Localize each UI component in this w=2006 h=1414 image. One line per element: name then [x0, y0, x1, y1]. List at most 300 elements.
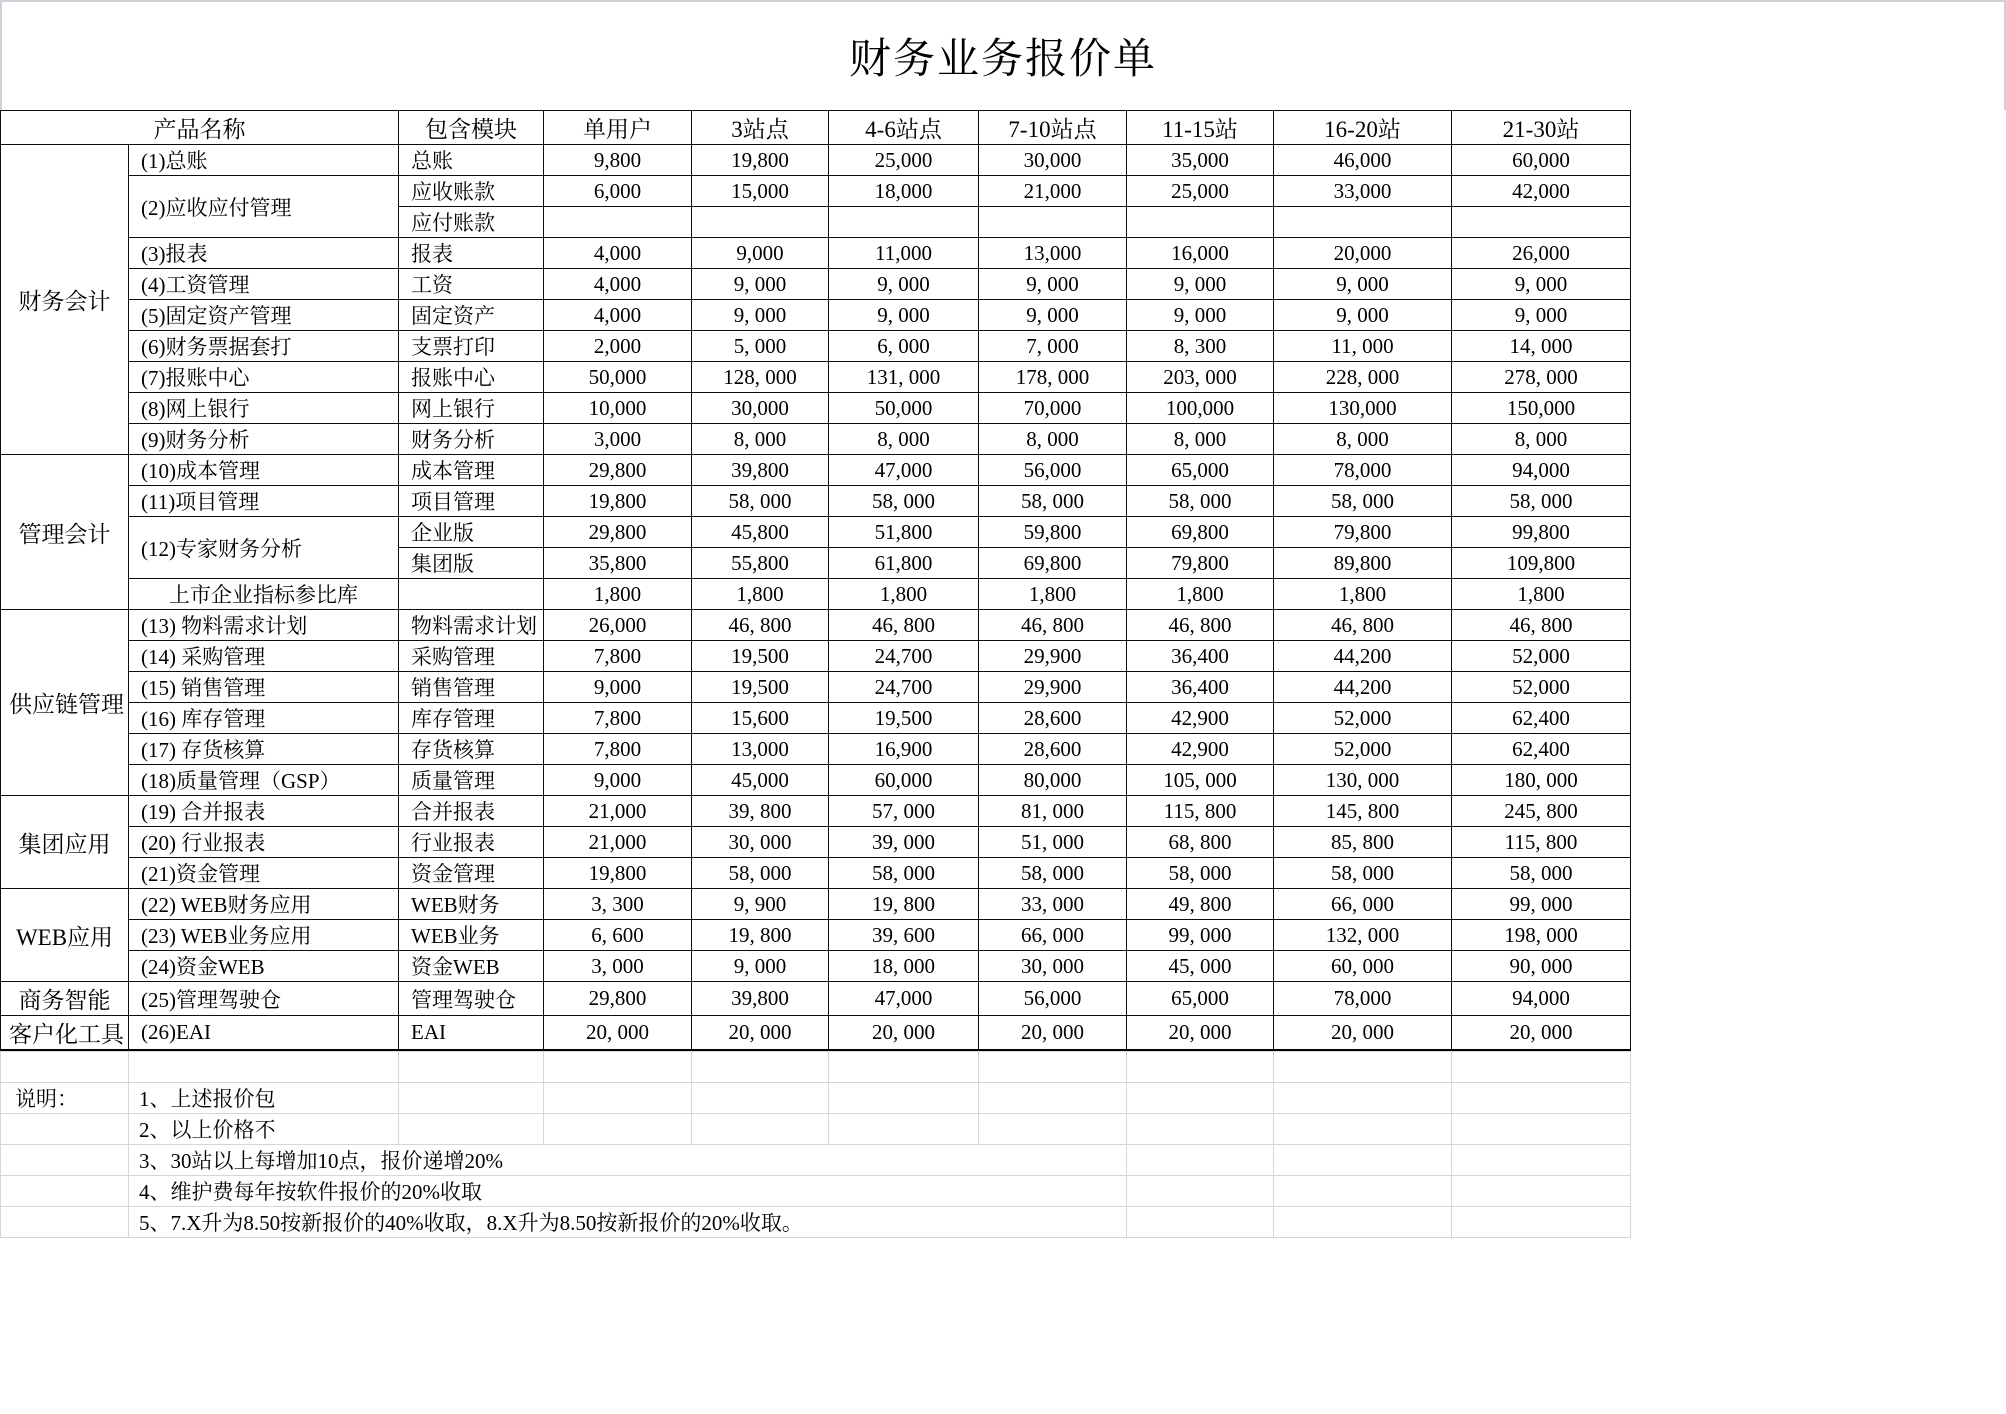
row-spacer — [1631, 176, 2006, 207]
price-cell: 30,000 — [979, 145, 1127, 176]
page-title: 财务业务报价单 — [848, 34, 1157, 83]
table-row — [1, 486, 2006, 517]
blank-cell — [692, 1052, 829, 1083]
price-cell: 1,800 — [979, 579, 1127, 610]
row-spacer — [1631, 207, 2006, 238]
product-name-cell: (15) 销售管理 — [129, 672, 399, 703]
price-cell: 69,800 — [979, 548, 1127, 579]
row-spacer — [1631, 610, 2006, 641]
row-spacer — [1631, 238, 2006, 269]
price-cell: 94,000 — [1452, 455, 1631, 486]
blank-cell — [829, 1052, 979, 1083]
module-cell: 集团版 — [399, 548, 544, 579]
price-cell: 46, 800 — [829, 610, 979, 641]
price-cell: 130,000 — [1274, 393, 1452, 424]
row-spacer — [1631, 1016, 2006, 1051]
blank-cell — [1452, 1083, 1631, 1114]
price-cell: 39,800 — [692, 455, 829, 486]
price-cell — [829, 207, 979, 238]
category-cell: 商务智能 — [1, 982, 129, 1016]
price-cell: 46,000 — [1274, 145, 1452, 176]
row-spacer — [1631, 579, 2006, 610]
product-name-cell: (19) 合并报表 — [129, 796, 399, 827]
blank-cell — [829, 1114, 979, 1145]
price-cell: 58, 000 — [1274, 858, 1452, 889]
blank-cell — [1631, 1083, 2006, 1114]
module-cell: EAI — [399, 1016, 544, 1051]
blank-cell — [692, 1083, 829, 1114]
price-cell: 24,700 — [829, 672, 979, 703]
column-header-product-name: 产品名称 — [1, 111, 399, 145]
price-cell: 28,600 — [979, 734, 1127, 765]
product-name-cell: 上市企业指标参比库 — [129, 579, 399, 610]
table-row — [1, 951, 2006, 982]
row-spacer — [1631, 393, 2006, 424]
table-row — [1, 300, 2006, 331]
table-row — [1, 362, 2006, 393]
column-header-8: 21-30站 — [1452, 111, 1631, 145]
blank-cell — [1274, 1207, 1452, 1238]
blank-cell — [1274, 1052, 1452, 1083]
module-cell: 工资 — [399, 269, 544, 300]
price-cell: 79,800 — [1127, 548, 1274, 579]
price-cell: 203, 000 — [1127, 362, 1274, 393]
price-cell: 9,800 — [544, 145, 692, 176]
price-cell: 228, 000 — [1274, 362, 1452, 393]
price-cell: 29,800 — [544, 455, 692, 486]
row-spacer — [1631, 920, 2006, 951]
price-cell: 13,000 — [979, 238, 1127, 269]
product-name-cell: (1)总账 — [129, 145, 399, 176]
blank-cell — [544, 1083, 692, 1114]
module-cell — [399, 579, 544, 610]
price-cell: 9,000 — [692, 238, 829, 269]
price-cell: 20, 000 — [1127, 1016, 1274, 1051]
product-name-cell: (12)专家财务分析 — [129, 517, 399, 579]
price-cell: 35,000 — [1127, 145, 1274, 176]
price-cell: 16,000 — [1127, 238, 1274, 269]
blank-cell — [399, 1114, 544, 1145]
price-cell: 60,000 — [1452, 145, 1631, 176]
price-cell: 131, 000 — [829, 362, 979, 393]
price-cell: 11, 000 — [1274, 331, 1452, 362]
notes-table — [0, 1051, 2006, 1238]
row-spacer — [1631, 765, 2006, 796]
price-cell: 20, 000 — [1452, 1016, 1631, 1051]
price-cell: 60,000 — [829, 765, 979, 796]
price-cell: 19,800 — [544, 486, 692, 517]
category-cell: 集团应用 — [1, 796, 129, 889]
price-cell: 18,000 — [829, 176, 979, 207]
price-cell: 11,000 — [829, 238, 979, 269]
note-text: 4、维护费每年按软件报价的20%收取 — [129, 1176, 1127, 1207]
price-cell: 245, 800 — [1452, 796, 1631, 827]
price-cell: 78,000 — [1274, 455, 1452, 486]
price-cell: 78,000 — [1274, 982, 1452, 1016]
product-name-cell: (22) WEB财务应用 — [129, 889, 399, 920]
category-cell: 财务会计 — [1, 145, 129, 455]
price-cell: 3, 300 — [544, 889, 692, 920]
price-cell: 58, 000 — [1127, 486, 1274, 517]
product-name-cell: (13) 物料需求计划 — [129, 610, 399, 641]
module-cell: 销售管理 — [399, 672, 544, 703]
price-cell: 80,000 — [979, 765, 1127, 796]
row-spacer — [1631, 734, 2006, 765]
table-row — [1, 610, 2006, 641]
price-cell: 46, 800 — [692, 610, 829, 641]
price-cell — [692, 207, 829, 238]
table-row — [1, 238, 2006, 269]
price-cell: 8, 000 — [1274, 424, 1452, 455]
module-cell: 管理驾驶仓 — [399, 982, 544, 1016]
product-name-cell: (21)资金管理 — [129, 858, 399, 889]
note-text: 5、7.X升为8.50按新报价的40%收取，8.X升为8.50按新报价的20%收取。 — [129, 1207, 1127, 1238]
row-spacer — [1631, 641, 2006, 672]
price-cell: 9, 000 — [1127, 300, 1274, 331]
price-cell: 3,000 — [544, 424, 692, 455]
price-cell: 1,800 — [1274, 579, 1452, 610]
module-cell: 行业报表 — [399, 827, 544, 858]
row-spacer — [1631, 300, 2006, 331]
blank-cell — [1, 1176, 129, 1207]
price-cell: 79,800 — [1274, 517, 1452, 548]
table-row — [1, 455, 2006, 486]
module-cell: 存货核算 — [399, 734, 544, 765]
price-cell: 10,000 — [544, 393, 692, 424]
price-cell: 9, 000 — [829, 300, 979, 331]
blank-cell — [1274, 1176, 1452, 1207]
note-text: 1、上述报价包 — [129, 1083, 399, 1114]
price-cell: 8, 000 — [1127, 424, 1274, 455]
price-cell: 99,800 — [1452, 517, 1631, 548]
category-cell: 供应链管理 — [1, 610, 129, 796]
note-row — [1, 1207, 2006, 1238]
table-row — [1, 1016, 2006, 1051]
blank-cell — [1127, 1083, 1274, 1114]
price-cell: 39, 600 — [829, 920, 979, 951]
product-name-cell: (9)财务分析 — [129, 424, 399, 455]
blank-cell — [979, 1114, 1127, 1145]
table-row — [1, 765, 2006, 796]
row-spacer — [1631, 703, 2006, 734]
price-cell: 19, 800 — [829, 889, 979, 920]
price-cell: 2,000 — [544, 331, 692, 362]
price-cell: 66, 000 — [979, 920, 1127, 951]
row-spacer — [1631, 455, 2006, 486]
module-cell: 总账 — [399, 145, 544, 176]
column-header-1: 包含模块 — [399, 111, 544, 145]
price-cell: 99, 000 — [1452, 889, 1631, 920]
price-cell — [544, 207, 692, 238]
price-cell: 6, 600 — [544, 920, 692, 951]
price-cell: 29,900 — [979, 672, 1127, 703]
price-cell: 55,800 — [692, 548, 829, 579]
price-cell: 25,000 — [829, 145, 979, 176]
price-cell: 20,000 — [1274, 238, 1452, 269]
product-name-cell: (24)资金WEB — [129, 951, 399, 982]
price-cell: 4,000 — [544, 269, 692, 300]
table-row — [1, 796, 2006, 827]
price-cell: 8, 000 — [1452, 424, 1631, 455]
price-cell: 21,000 — [979, 176, 1127, 207]
column-header-4: 4-6站点 — [829, 111, 979, 145]
product-name-cell: (8)网上银行 — [129, 393, 399, 424]
blank-cell — [1452, 1114, 1631, 1145]
product-name-cell: (20) 行业报表 — [129, 827, 399, 858]
module-cell: 资金WEB — [399, 951, 544, 982]
blank-cell — [692, 1114, 829, 1145]
price-cell: 180, 000 — [1452, 765, 1631, 796]
price-cell: 4,000 — [544, 300, 692, 331]
price-cell: 85, 800 — [1274, 827, 1452, 858]
table-row — [1, 827, 2006, 858]
price-cell: 42,900 — [1127, 703, 1274, 734]
product-name-cell: (2)应收应付管理 — [129, 176, 399, 238]
price-cell: 36,400 — [1127, 672, 1274, 703]
price-cell: 42,000 — [1452, 176, 1631, 207]
price-cell: 58, 000 — [829, 858, 979, 889]
row-spacer — [1631, 548, 2006, 579]
module-cell: 应收账款 — [399, 176, 544, 207]
price-cell: 65,000 — [1127, 982, 1274, 1016]
price-cell: 52,000 — [1274, 734, 1452, 765]
price-cell: 47,000 — [829, 982, 979, 1016]
price-cell: 9, 000 — [979, 300, 1127, 331]
price-cell: 45, 000 — [1127, 951, 1274, 982]
price-cell: 26,000 — [1452, 238, 1631, 269]
row-spacer — [1631, 362, 2006, 393]
price-cell: 30,000 — [692, 393, 829, 424]
price-cell: 62,400 — [1452, 734, 1631, 765]
blank-cell — [1274, 1114, 1452, 1145]
module-cell: WEB财务 — [399, 889, 544, 920]
price-cell: 46, 800 — [979, 610, 1127, 641]
price-cell: 9, 000 — [829, 269, 979, 300]
price-cell: 35,800 — [544, 548, 692, 579]
price-cell: 99, 000 — [1127, 920, 1274, 951]
price-cell: 58, 000 — [1452, 486, 1631, 517]
price-cell: 24,700 — [829, 641, 979, 672]
price-cell: 15,000 — [692, 176, 829, 207]
title-band — [0, 0, 2006, 110]
price-cell: 45,000 — [692, 765, 829, 796]
price-cell: 58, 000 — [1452, 858, 1631, 889]
row-spacer — [1631, 331, 2006, 362]
price-cell: 29,900 — [979, 641, 1127, 672]
price-cell: 50,000 — [829, 393, 979, 424]
price-cell: 58, 000 — [1274, 486, 1452, 517]
row-spacer — [1631, 517, 2006, 548]
price-cell: 9, 000 — [692, 269, 829, 300]
product-name-cell: (23) WEB业务应用 — [129, 920, 399, 951]
price-cell: 58, 000 — [692, 858, 829, 889]
table-row — [1, 920, 2006, 951]
module-cell: 采购管理 — [399, 641, 544, 672]
table-row — [1, 145, 2006, 176]
table-row — [1, 269, 2006, 300]
module-cell: 固定资产 — [399, 300, 544, 331]
price-cell: 30, 000 — [979, 951, 1127, 982]
price-cell: 44,200 — [1274, 641, 1452, 672]
table-row — [1, 641, 2006, 672]
price-cell: 8, 000 — [829, 424, 979, 455]
price-cell: 90, 000 — [1452, 951, 1631, 982]
blank-cell — [129, 1052, 399, 1083]
blank-cell — [1452, 1207, 1631, 1238]
price-cell: 8, 000 — [692, 424, 829, 455]
price-cell: 7, 000 — [979, 331, 1127, 362]
column-header-7: 16-20站 — [1274, 111, 1452, 145]
blank-cell — [399, 1052, 544, 1083]
price-cell: 39, 800 — [692, 796, 829, 827]
price-cell: 9, 000 — [1274, 300, 1452, 331]
price-cell: 26,000 — [544, 610, 692, 641]
blank-cell — [1, 1145, 129, 1176]
table-row — [1, 517, 2006, 548]
price-cell: 58, 000 — [1127, 858, 1274, 889]
row-spacer — [1631, 858, 2006, 889]
module-cell: WEB业务 — [399, 920, 544, 951]
column-header-5: 7-10站点 — [979, 111, 1127, 145]
blank-cell — [979, 1083, 1127, 1114]
price-cell: 47,000 — [829, 455, 979, 486]
price-cell: 56,000 — [979, 455, 1127, 486]
table-row — [1, 393, 2006, 424]
price-cell: 105, 000 — [1127, 765, 1274, 796]
table-row — [1, 579, 2006, 610]
price-cell: 89,800 — [1274, 548, 1452, 579]
price-cell: 29,800 — [544, 517, 692, 548]
price-cell: 59,800 — [979, 517, 1127, 548]
price-cell: 61,800 — [829, 548, 979, 579]
product-name-cell: (7)报账中心 — [129, 362, 399, 393]
price-cell: 81, 000 — [979, 796, 1127, 827]
price-cell: 9,000 — [544, 765, 692, 796]
table-row — [1, 858, 2006, 889]
blank-cell — [1127, 1145, 1274, 1176]
price-cell: 66, 000 — [1274, 889, 1452, 920]
note-text: 2、以上价格不 — [129, 1114, 399, 1145]
module-cell: 应付账款 — [399, 207, 544, 238]
blank-cell — [1631, 1176, 2006, 1207]
price-cell — [1127, 207, 1274, 238]
price-cell: 19,500 — [829, 703, 979, 734]
price-cell: 25,000 — [1127, 176, 1274, 207]
price-cell: 115, 800 — [1452, 827, 1631, 858]
price-cell: 150,000 — [1452, 393, 1631, 424]
product-name-cell: (6)财务票据套打 — [129, 331, 399, 362]
price-cell: 115, 800 — [1127, 796, 1274, 827]
module-cell: 成本管理 — [399, 455, 544, 486]
price-cell: 1,800 — [1127, 579, 1274, 610]
row-spacer — [1631, 672, 2006, 703]
price-cell: 4,000 — [544, 238, 692, 269]
price-cell: 7,800 — [544, 641, 692, 672]
blank-cell — [979, 1052, 1127, 1083]
price-cell: 52,000 — [1452, 672, 1631, 703]
price-cell: 9, 000 — [1452, 300, 1631, 331]
price-cell: 20, 000 — [692, 1016, 829, 1051]
price-cell: 39,800 — [692, 982, 829, 1016]
price-cell: 3, 000 — [544, 951, 692, 982]
blank-cell — [1631, 1114, 2006, 1145]
price-cell — [979, 207, 1127, 238]
table-header-row — [1, 111, 2006, 145]
table-row — [1, 672, 2006, 703]
notes-label: 说明： — [1, 1083, 129, 1114]
note-text: 3、30站以上每增加10点，报价递增20% — [129, 1145, 1127, 1176]
row-spacer — [1631, 982, 2006, 1016]
price-cell: 9,000 — [544, 672, 692, 703]
module-cell: 网上银行 — [399, 393, 544, 424]
price-cell: 50,000 — [544, 362, 692, 393]
price-cell: 9, 000 — [1127, 269, 1274, 300]
blank-cell — [1, 1052, 129, 1083]
module-cell: 支票打印 — [399, 331, 544, 362]
blank-cell — [1631, 1207, 2006, 1238]
price-cell: 16,900 — [829, 734, 979, 765]
product-name-cell: (16) 库存管理 — [129, 703, 399, 734]
product-name-cell: (3)报表 — [129, 238, 399, 269]
module-cell: 资金管理 — [399, 858, 544, 889]
price-cell: 58, 000 — [979, 858, 1127, 889]
price-cell: 100,000 — [1127, 393, 1274, 424]
price-cell: 20, 000 — [1274, 1016, 1452, 1051]
price-cell: 30, 000 — [692, 827, 829, 858]
price-cell: 33,000 — [1274, 176, 1452, 207]
price-cell: 1,800 — [544, 579, 692, 610]
price-cell: 19,500 — [692, 641, 829, 672]
table-row — [1, 176, 2006, 207]
blank-cell — [1452, 1052, 1631, 1083]
blank-cell — [1, 1207, 129, 1238]
price-cell: 94,000 — [1452, 982, 1631, 1016]
price-cell: 45,800 — [692, 517, 829, 548]
price-cell: 9, 000 — [1274, 269, 1452, 300]
price-cell: 68, 800 — [1127, 827, 1274, 858]
blank-cell — [1631, 1052, 2006, 1083]
price-cell: 44,200 — [1274, 672, 1452, 703]
price-cell: 1,800 — [1452, 579, 1631, 610]
row-spacer — [1631, 424, 2006, 455]
price-cell: 9, 000 — [692, 951, 829, 982]
blank-cell — [544, 1114, 692, 1145]
price-cell: 7,800 — [544, 703, 692, 734]
module-cell: 物料需求计划 — [399, 610, 544, 641]
price-cell: 36,400 — [1127, 641, 1274, 672]
module-cell: 合并报表 — [399, 796, 544, 827]
note-row — [1, 1083, 2006, 1114]
price-cell: 58, 000 — [979, 486, 1127, 517]
blank-cell — [1452, 1176, 1631, 1207]
row-spacer — [1631, 269, 2006, 300]
price-cell: 29,800 — [544, 982, 692, 1016]
price-cell: 51,800 — [829, 517, 979, 548]
module-cell: 报账中心 — [399, 362, 544, 393]
row-spacer — [1631, 951, 2006, 982]
price-cell: 57, 000 — [829, 796, 979, 827]
price-cell: 9, 000 — [1452, 269, 1631, 300]
price-cell: 1,800 — [829, 579, 979, 610]
price-cell: 69,800 — [1127, 517, 1274, 548]
price-cell — [1452, 207, 1631, 238]
notes-spacer-row — [1, 1052, 2006, 1083]
module-cell: 财务分析 — [399, 424, 544, 455]
category-cell: WEB应用 — [1, 889, 129, 982]
product-name-cell: (4)工资管理 — [129, 269, 399, 300]
row-spacer — [1631, 827, 2006, 858]
row-spacer — [1631, 889, 2006, 920]
